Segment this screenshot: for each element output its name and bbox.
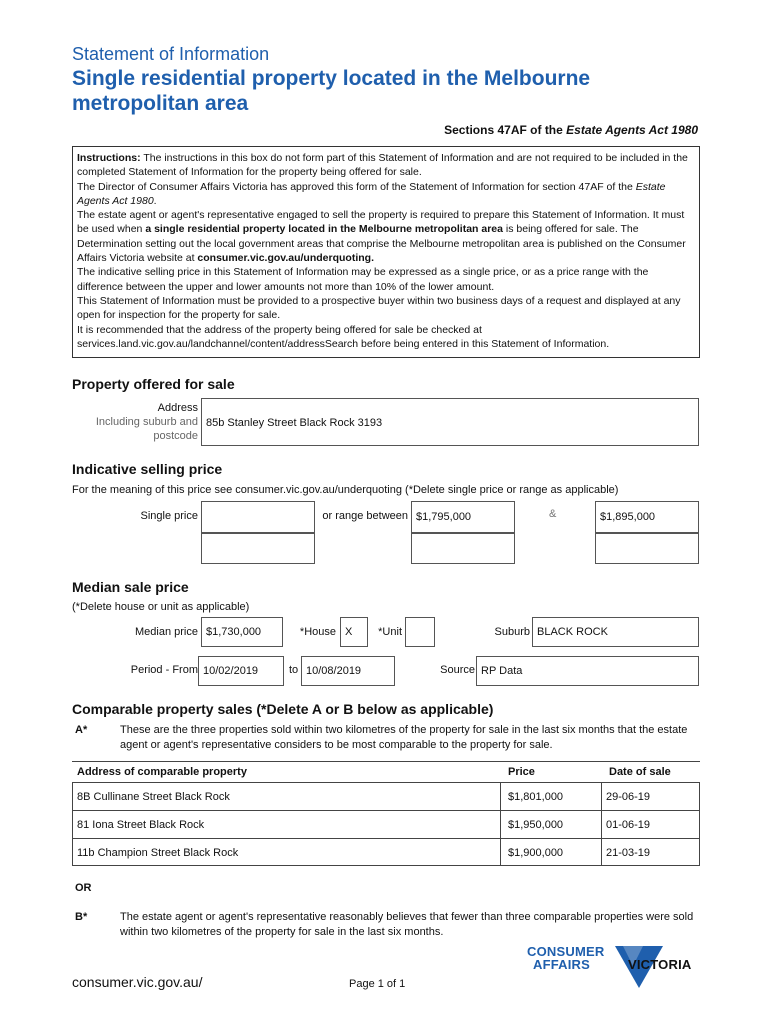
option-b-text: The estate agent or agent's representative reasonably believes that fewer than three comparable properties were sold within two kilometres of the property for sale in the last six months. bbox=[120, 911, 694, 938]
unit-label: *Unit bbox=[378, 626, 402, 638]
address-sublabel: Including suburb and bbox=[95, 416, 198, 428]
table-top-rule bbox=[72, 761, 700, 762]
col-header-address: Address of comparable property bbox=[77, 766, 247, 778]
single-price-label: Single price bbox=[140, 510, 198, 522]
range-label: or range between bbox=[322, 510, 408, 522]
page-title: Single residential property located in the Melbourne metropolitan area bbox=[72, 67, 591, 115]
table-row-price[interactable]: $1,900,000 bbox=[508, 847, 564, 859]
address-field[interactable]: 85b Stanley Street Black Rock 3193 bbox=[201, 398, 699, 446]
table-row[interactable]: 8B Cullinane Street Black Rock bbox=[77, 791, 230, 803]
address-sublabel-postcode: postcode bbox=[153, 430, 198, 442]
range-high-field[interactable]: $1,895,000 bbox=[595, 501, 699, 533]
footer-url[interactable]: consumer.vic.gov.au/ bbox=[72, 974, 203, 990]
range-low-field[interactable]: $1,795,000 bbox=[411, 501, 515, 533]
single-price-field-secondary[interactable] bbox=[201, 533, 315, 564]
source-label: Source bbox=[440, 664, 475, 676]
house-checkbox[interactable]: X bbox=[340, 617, 368, 647]
option-a-text: These are the three properties sold within two kilometres of the property for sale in the last six months that the estate agent or agent's representative considers to be most comparable to the property for sale. bbox=[120, 724, 688, 751]
option-b-marker: B* bbox=[75, 911, 88, 923]
period-to-label: to bbox=[289, 664, 299, 676]
range-high-field-secondary[interactable] bbox=[595, 533, 699, 564]
property-heading: Property offered for sale bbox=[72, 376, 235, 392]
table-row-date[interactable]: 01-06-19 bbox=[606, 819, 651, 831]
median-price-label: Median price bbox=[135, 626, 198, 638]
option-a-marker: A* bbox=[75, 724, 88, 736]
instructions-p4: The indicative selling price in this Statement of Information may be expressed as a single price, or as a price range with the difference between the upper and lower amounts not more than 10% of the lower amount. bbox=[77, 266, 649, 293]
house-label: *House bbox=[299, 626, 336, 638]
period-to-field[interactable]: 10/08/2019 bbox=[301, 656, 395, 686]
suburb-label: Suburb bbox=[494, 626, 530, 638]
or-label: OR bbox=[75, 882, 92, 894]
pre-title: Statement of Information bbox=[72, 44, 270, 64]
instructions-p5: This Statement of Information must be provided to a prospective buyer within two business days of a request and displayed at any open for inspection for the property for sale. bbox=[77, 294, 681, 322]
address-label: Address bbox=[157, 402, 198, 414]
col-header-date: Date of sale bbox=[609, 766, 671, 778]
unit-checkbox[interactable] bbox=[405, 617, 435, 647]
logo-text-consumer: CONSUMER bbox=[527, 944, 605, 959]
logo-text-victoria: VICTORIA bbox=[628, 957, 692, 972]
table-row-date[interactable]: 29-06-19 bbox=[606, 791, 651, 803]
table-row[interactable]: 81 Iona Street Black Rock bbox=[77, 819, 205, 831]
indicative-heading: Indicative selling price bbox=[72, 461, 223, 477]
instructions-box bbox=[72, 146, 700, 358]
period-label: Period - From bbox=[130, 664, 198, 676]
period-from-field[interactable]: 10/02/2019 bbox=[198, 656, 284, 686]
median-price-field[interactable]: $1,730,000 bbox=[201, 617, 283, 647]
page-number: Page 1 of 1 bbox=[349, 978, 406, 990]
median-heading: Median sale price bbox=[72, 579, 189, 595]
median-note: (*Delete house or unit as applicable) bbox=[72, 601, 250, 613]
source-field[interactable]: RP Data bbox=[476, 656, 699, 686]
instructions-p1: Instructions: The instructions in this box do not form part of this Statement of Information and are not required to be included in the completed Statement of Information for the property being offered for sale. bbox=[77, 152, 688, 179]
comparable-heading: Comparable property sales (*Delete A or B below as applicable) bbox=[72, 701, 494, 717]
table-row[interactable]: 11b Champion Street Black Rock bbox=[77, 847, 239, 859]
range-ampersand: & bbox=[549, 508, 557, 520]
range-low-field-secondary[interactable] bbox=[411, 533, 515, 564]
table-row-price[interactable]: $1,950,000 bbox=[508, 819, 564, 831]
consumer-affairs-victoria-logo bbox=[527, 944, 702, 990]
suburb-field[interactable]: BLACK ROCK bbox=[532, 617, 699, 647]
instructions-p6: It is recommended that the address of the property being offered for sale be checked at services.land.vic.gov.au/landchannel/content/addressSearch before being entered in this Statement of Information. bbox=[77, 323, 610, 350]
instructions-p2: The Director of Consumer Affairs Victoria has approved this form of the Statement of Information for section 47AF of the Estate Agents Act 1980. bbox=[77, 180, 666, 207]
single-price-field[interactable] bbox=[201, 501, 315, 533]
table-row-price[interactable]: $1,801,000 bbox=[508, 791, 564, 803]
instructions-p3: The estate agent or agent's representative engaged to sell the property is required to prepare this Statement of Information. It must be used when a single residential property located in the Melbourne metropolitan area is being offered for sale. The Determination setting out the local government areas that comprise the Melbourne metropolitan area is published on the Consumer Affairs Victoria website at consumer.vic.gov.au/underquoting. bbox=[77, 209, 686, 265]
logo-text-affairs: AFFAIRS bbox=[533, 957, 591, 972]
indicative-note: For the meaning of this price see consumer.vic.gov.au/underquoting (*Delete single price or range as applicable) bbox=[72, 484, 619, 496]
table-row-date[interactable]: 21-03-19 bbox=[606, 847, 651, 859]
sections-reference: Sections 47AF of the Estate Agents Act 1980 bbox=[444, 123, 698, 137]
col-header-price: Price bbox=[508, 766, 535, 778]
